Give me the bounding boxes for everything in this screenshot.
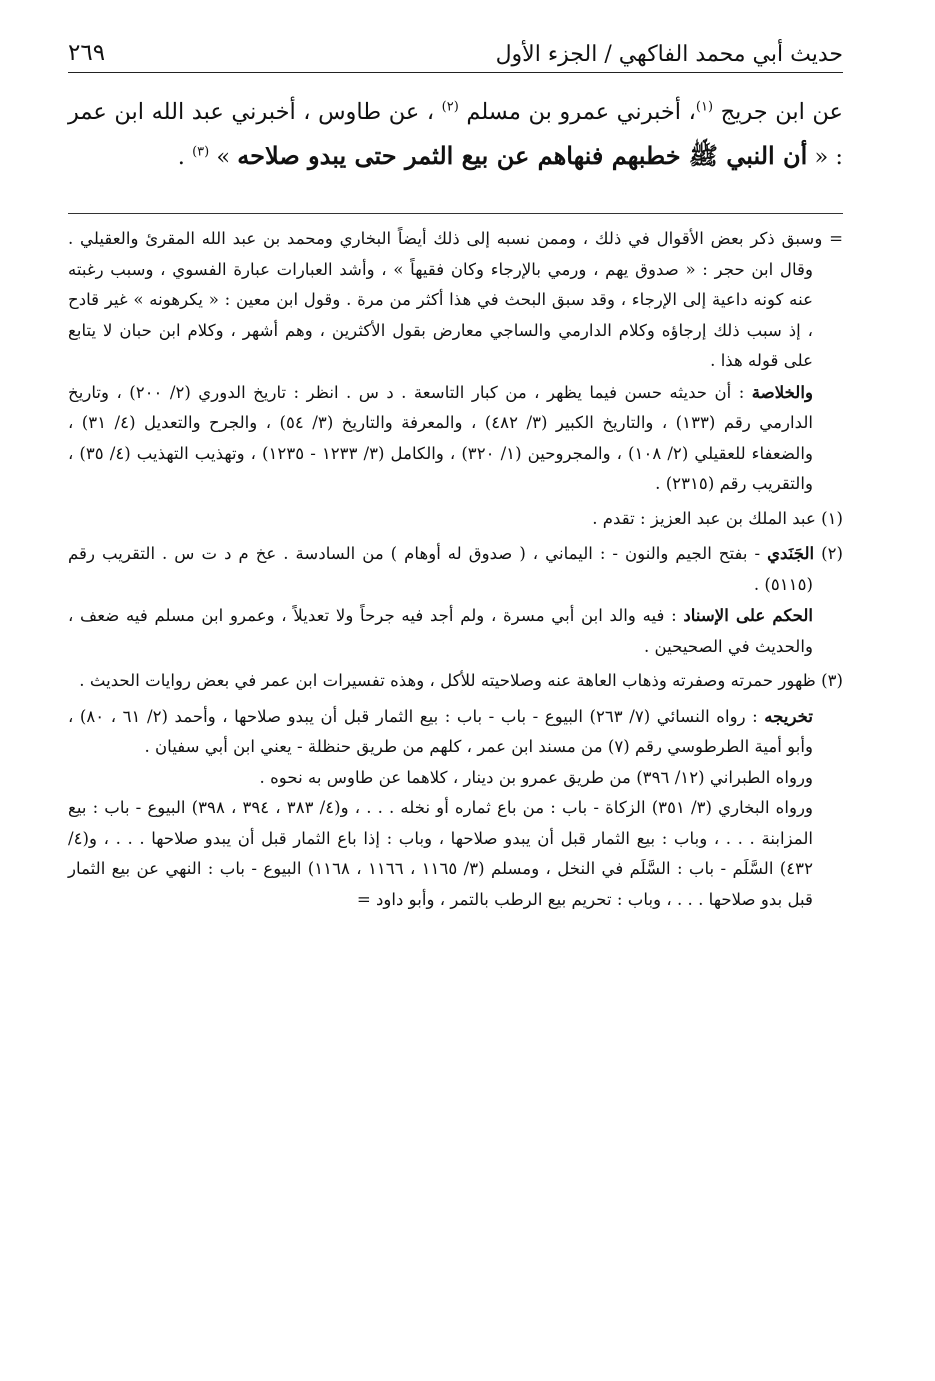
summary-paragraph bbox=[68, 377, 843, 500]
footnote-ref: (٢) bbox=[441, 99, 459, 115]
summary-text: : أن حديثه حسن فيما يظهر ، من كبار التاسعة . د س . انظر : تاريخ الدوري (٢/ ٢٠٠) ، وتاريخ الدارمي رقم (١٣٣) ، والتاريخ الكبير (٣/ ٤٨٢) ، والمعرفة والتاريخ (٣/ ٥٤) ، والجرح والتعديل (٤/ ٣١) ، والضعفاء للعقيلي (٢/ ١٠٨) ، والمجروحين (١/ ٣٢٠) ، والكامل (٣/ ١٢٣٣ - ١٢٣٥) ، وتهذيب التهذيب (٤/ ٣٥) ، والتقريب رقم (٢٣١٥) . bbox=[68, 382, 813, 493]
takhrij-paragraph bbox=[68, 701, 843, 763]
footnote-2 bbox=[68, 538, 843, 600]
page-header bbox=[68, 38, 843, 73]
tabarani-paragraph: ورواه الطبراني (١٢/ ٣٩٦) من طريق عمرو بن دينار ، كلاهما عن طاوس به نحوه . bbox=[259, 767, 813, 787]
quote-close: » bbox=[209, 144, 238, 170]
bukhari-paragraph: ورواه البخاري (٣/ ٣٥١) الزكاة - باب : من باع ثماره أو نخله . . . ، و(٤/ ٣٨٣ ، ٣٩٤ ، ٣٩٨) البيوع - باب : بيع المزابنة . . . ، وباب : بيع الثمار قبل أن يبدو صلاحها ، وباب : إذا باع الثمار قبل أن يبدو صلاحها . . . ، و(٤/ ٤٣٢) السَّلَم - باب : السَّلَم في النخل ، ومسلم (٣/ ١١٦٥ ، ١١٦٦ ، ١١٦٨) البيوع - باب : النهي عن بيع الثمار قبل بدو صلاحها . . . ، وباب : تحريم بيع الرطب بالتمر ، وأبو داود = bbox=[68, 798, 814, 909]
footnote-ref: (١) bbox=[695, 99, 714, 115]
footnote-1: (١) عبد الملك بن عبد العزيز : تقدم . bbox=[592, 508, 843, 528]
end-mark: . bbox=[177, 144, 193, 170]
summary-label: والخلاصة bbox=[751, 381, 813, 402]
isnad-part: ، عن طاوس ، أخبرني عبد الله ابن عمر : « bbox=[68, 99, 843, 170]
footnote-continuation: = وسبق ذكر بعض الأقوال في ذلك ، وممن نسبه إلى ذلك أيضاً البخاري ومحمد بن عبد الله المقرئ والعقيلي . وقال ابن حجر : « صدوق يهم ، ورمي بالإرجاء وكان فقيهاً » ، وأشد العبارات عبارة الفسوي ، وسبب رغبته عنه كونه داعية إلى الإرجاء ، وقد سبق البحث في هذا أكثر من مرة . وقول ابن معين : « يكرهونه » غير قادح ، إذ سبب ذلك إرجاؤه وكلام الدارمي والساجي معارض بقول الأكثرين ، وهم أشهر ، وكلام ابن حبان لا يتابع على قوله هذا . bbox=[68, 229, 843, 370]
ruling-label: الحكم على الإسناد bbox=[683, 605, 814, 625]
hadith-text bbox=[68, 90, 843, 179]
isnad-part: ، أخبرني عمرو بن مسلم bbox=[458, 99, 696, 125]
isnad-ruling bbox=[68, 600, 843, 662]
footnote-2-text: - بفتح الجيم والنون - : اليماني ، ( صدوق له أوهام ) من السادسة . عخ م د ت س . التقريب رقم (٥١١٥) . bbox=[68, 544, 813, 594]
footnote-ref: (٣) bbox=[192, 144, 210, 160]
footnotes bbox=[68, 224, 843, 915]
footnote-3: (٣) ظهور حمرته وصفرته وذهاب العاهة عنه وصلاحيته للأكل ، وهذه تفسيرات ابن عمر في بعض روايات الحديث . bbox=[79, 671, 843, 690]
narrator-name: الجَنَدي bbox=[767, 543, 815, 563]
ruling-text: : فيه والد ابن أبي مسرة ، ولم أجد فيه جرحاً ولا تعديلاً ، وعمرو ابن مسلم فيه ضعف ، والحديث في الصحيحين . bbox=[68, 606, 813, 656]
matn-text: أن النبي ﷺ خطبهم فنهاهم عن بيع الثمر حتى يبدو صلاحه bbox=[237, 141, 808, 170]
running-title: حديث أبي محمد الفاكهي / الجزء الأول bbox=[495, 42, 843, 67]
takhrij-label: تخريجه bbox=[764, 705, 813, 726]
takhrij-text: : رواه النسائي (٧/ ٢٦٣) البيوع - باب - باب : بيع الثمار قبل أن يبدو صلاحها ، وأحمد (٢/ ٦١ ، ٨٠) ، وأبو أمية الطرطوسي رقم (٧) من مسند ابن عمر ، كلهم من طريق حنظلة - يعني ابن أبي سفيان . bbox=[68, 706, 813, 756]
footnote-divider bbox=[68, 213, 843, 214]
page-number: ٢٦٩ bbox=[68, 40, 106, 66]
footnote-2-number: (٢) bbox=[814, 544, 844, 563]
isnad-part: عن ابن جريج bbox=[713, 99, 843, 125]
